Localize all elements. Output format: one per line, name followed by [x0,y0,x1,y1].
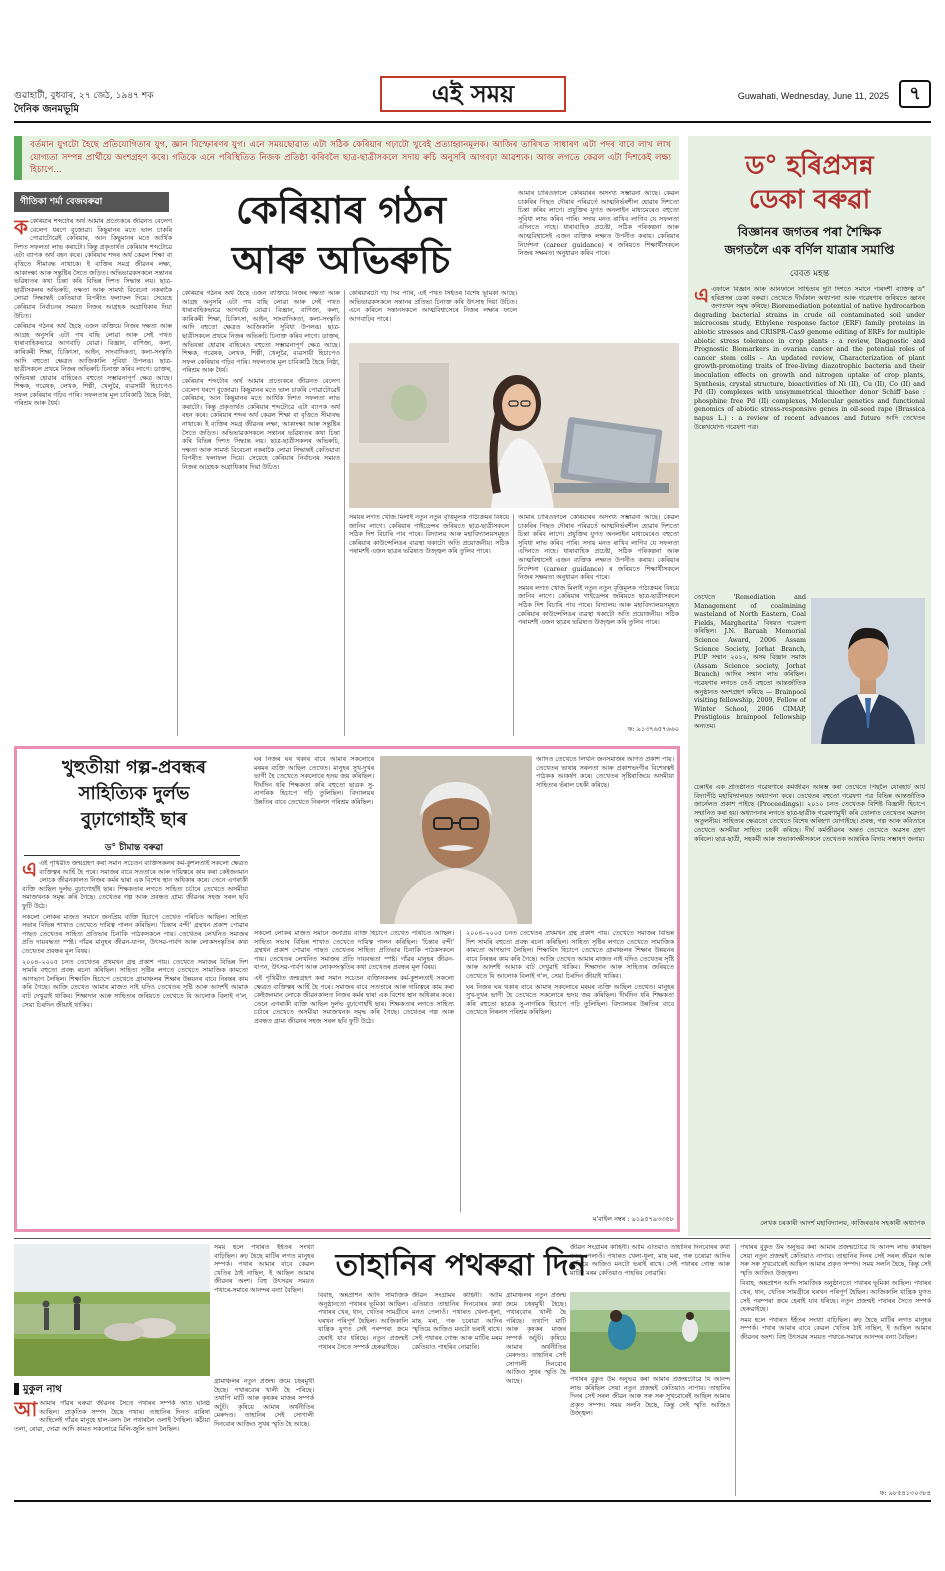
tahanir-photo-left [14,1244,210,1376]
tahanir-col-5b [570,1244,730,1288]
hariprasanna-byline: বেবত মহন্ত [789,269,830,279]
career-col-4b-text: আমাৰ চাৰিওফালে কেৰিয়াৰৰ অসংখ্য সম্ভাৱনা আছে। কেৱল চাকৰিৰ পিছত দৌৰাৰ পৰিৱৰ্তে আত্মনিৰ্ভৰশীল হোৱাৰ দিশতো চিন্তা কৰিব লাগে। প্ৰযুক্তিৰ যুগত অনলাইন মাধ্যমেৰেও বহুতো সুবিধা লাভ কৰিব পাৰি। সদায় মনত ৰাখিব লাগিব যে সফলতা এদিনতে নাহে। ধাৰাবাহিক প্ৰচেষ্টা, সঠিক পৰিকল্পনা আৰু আত্মবিশ্বাসেই এজন ব্যক্তিক লক্ষ্যত উপনীত কৰায়। কেৰিয়াৰ নিৰ্দেশনা (career guidance) ৰ জৰিয়তে শিক্ষাৰ্থীসকলে নিজৰ সক্ষমতা অনুধাৱন কৰিব পাৰে। [518,514,679,582]
khuhutia-portrait [380,756,532,924]
tahanir-byline: মুকুল নাথ [23,1384,62,1395]
khuhutia-dropcap: এ [22,860,38,881]
hariprasanna-footer: লেখক চৰকাৰী আদৰ্শ মহাবিদ্যালয়, কাজিৰঙাৰ সহকাৰী অধ্যাপক [760,1219,925,1227]
masthead-rule [14,121,931,123]
section-title-box [380,76,566,112]
khuhutia-col-2b [254,930,454,1212]
tahanir-col-5b-text: জীৱন সংগ্ৰামৰ কাহিনী। আমি এতিয়াও তাহানিৰ দিনবোৰৰ কথা মনত পেলাওঁ। পথাৰত খেলা-ধূলা, মাছ মৰা, গৰু চৰোৱা আদিৰ স্মৃতিয়ে আজিও মনটো ভৰাই ৰাখে। সেই পথাৰৰ গোন্ধ আৰু মাটিৰ মৰম কেতিয়াও পাহৰিব নোৱাৰি। [570,1244,730,1277]
tahanir-col-2-text: সময় হলে পথাৰত ইহঁতৰ সংখ্যা বাঢ়িছিল। ৰুঢ় হৈছে মাটিৰ লগত মানুহৰ সম্পৰ্ক। পথাৰ আমাৰ বাবে কেৱল খেতিৰ ঠাই নাছিল, ই আছিল আমাৰ জীৱনৰ অংশ। বিহু উৎসৱৰ সময়ত পথাৰে-সমাৰে আনন্দৰ বন্যা বৈছিল। [214,1244,314,1294]
tahanir-byline-bar [14,1383,19,1395]
khuhutia-headline-1: খুহুতীয়া গল্প-প্ৰবন্ধৰ [61,757,207,778]
career-byline-box [14,192,169,212]
career-col-1-more: কেৰিয়াৰ গঠনৰ অৰ্থ হৈছে এজন ব্যক্তিয়ে নিজৰ দক্ষতা আৰু আগ্ৰহ অনুসৰি এটা পথ বাছি লোৱা আৰু সেই পথত ধাৰাবাহিকভাৱে আগবাঢ়ি যোৱা। বিজ্ঞান, বাণিজ্য, কলা, কাৰিকৰী শিক্ষা, চিকিৎসা, আইন, সাংবাদিকতা, কলা-সংস্কৃতি আদি বহুতো ক্ষেত্ৰত আজিকালি সুবিধা উপলব্ধ। ছাত্ৰ-ছাত্ৰীসকলে প্ৰথমে নিজৰ অভিৰুচি চিনাক্ত কৰিব লাগে। ডাক্তৰ, অভিযন্তা হোৱাৰ বাহিৰেও বহুতো সম্ভাৱনাপূৰ্ণ ক্ষেত্ৰ আছে। শিক্ষক, গৱেষক, লেখক, শিল্পী, খেলুৱৈ, ব্যৱসায়ী হিচাপেও সফল কেৰিয়াৰ গঢ়িব পাৰি। সফলতাৰ মূল চাবিকাঠি হৈছে নিষ্ঠা, পৰিশ্ৰম আৰু ধৈৰ্য। [14,323,172,408]
tahanir-col-2b [214,1378,314,1496]
tahanir-byline-box [14,1382,210,1396]
masthead-right-date: Guwahati, Wednesday, June 11, 2025 [737,91,889,101]
tahanir-col-6-more2: সময় হলে পথাৰত ইহঁতৰ সংখ্যা বাঢ়িছিল। ৰুঢ় হৈছে মাটিৰ লগত মানুহৰ সম্পৰ্ক। পথাৰ আমাৰ বাবে কেৱল খেতিৰ ঠাই নাছিল, ই আছিল আমাৰ জীৱনৰ অংশ। বিহু উৎসৱৰ সময়ত পথাৰে-সমাৰে আনন্দৰ বন্যা বৈছিল। [740,1316,931,1341]
tahanir-photo-right-illustration [570,1292,730,1372]
khuhutia-col-2 [254,756,374,898]
tahanir-dropcap: আ [14,1400,38,1421]
hariprasanna-portrait [811,598,925,744]
portrait-illustration [811,598,925,744]
khuhutia-col-1 [22,860,248,1226]
tahanir-top-rule [14,1238,931,1239]
khuhutia-col-3-text: আদিত তেখেতে লিখনি জনসমাজৰ আগত প্ৰকাশ পায়। তেখেতৰ ভাষাৰ সৰলতা আৰু প্ৰকাশভংগীৰ বিশেষত্বই পাঠকক আকৰ্ষণ কৰে। তেখেতৰ সৃষ্টিৰাজিয়ে অসমীয়া সাহিত্যৰ ভঁৰাল চহকী কৰিছে। [536,756,674,789]
khuhutia-byline-rule [24,855,240,856]
tahanir-col-5c-text: পথাৰৰ বুকুত উম অনুভৱ কৰা আমাৰ প্ৰজন্মটোৱে যি আনন্দ লাভ কৰিছিল সেয়া নতুন প্ৰজন্মই কেতিয়াও নাপাব। তাহানিৰ দিনৰ সেই সৰল জীৱন আৰু সৰু সৰু সুখবোৰেই আছিল আমাৰ প্ৰকৃত সম্পদ। সময় সলনি হৈছে, কিন্তু সেই স্মৃতি আজিও উজ্জ্বল। [570,1376,730,1418]
career-col-3-bottom: সময়ৰ লগত খোজ মিলাই নতুন নতুন বৃত্তিমূলক পাঠ্যক্ৰমৰ বিষয়ে জানিব লাগে। কেৰিয়াৰ গাইডেন্সৰ জৰিয়তে ছাত্ৰ-ছাত্ৰীসকলে সঠিক দিশ বিচাৰি পাব পাৰে। বিদ্যালয় আৰু মহাবিদ্যালয়সমূহত কেৰিয়াৰ কাউন্সেলিঙৰ ব্যৱস্থা থকাটো অতি প্ৰয়োজনীয়। সঠিক পৰামৰ্শই এজন ছাত্ৰৰ ভৱিষ্যত উজ্জ্বল কৰি তুলিব পাৰে। [349,514,509,556]
hariprasanna-body-3: চেন্নাইৰ এক প্ৰতিষ্ঠানত গৱেষণাৰে কৰ্মজীৱন আৰম্ভ কৰা তেখেতে পিছলৈ যোৰহাট আৰ্য বিদ্যাপীঠ মহাবিদ্যালয়ত অধ্যাপনা কৰে। তেখেতৰ বহুতো গৱেষণা পত্ৰ বিভিন্ন আন্তৰ্জাতিক জাৰ্নেলত প্ৰকাশ পাইছে (Proceedings)। ২০১০ চনত তেখেতক বিশিষ্ট বিজ্ঞানী হিচাপে সন্মানিত কৰা হয়। অধ্যাপনাৰ লগতে ছাত্ৰ-ছাত্ৰীক গৱেষণামুখী কৰি তোলাত তেখেতৰ অৱদান অতুলনীয়। সাহিত্যৰ ক্ষেত্ৰতো তেখেতে বিশেষ অৰিহণা যোগাইছে। প্ৰবন্ধ, গল্প আৰু কবিতাৰে তেখেতে অসমীয়া সাহিত্য চহকী কৰিছে। দীৰ্ঘ কৰ্মজীৱনৰ অন্তত তেখেতে অৱসৰ গ্ৰহণ কৰিলে। ছাত্ৰ-ছাত্ৰী, সহকৰ্মী আৰু শুভাকাংক্ষীসকলে তেখেতক আন্তৰিক বিদায় সম্ভাষণ জনায়। [694,784,925,843]
career-col-4b [518,514,679,720]
khuhutia-col-1-more2: ২০০৪–২০০৫ চনত তেখেতৰ প্ৰথমখন গ্ৰন্থ প্ৰকাশ পায়। তেখেতে সমাজৰ বিভিন্ন দিশ সামৰি বহুতো প্ৰবন্ধ ৰচনা কৰিছিল। সাহিত্য সৃষ্টিৰ লগতে তেখেতে সামাজিক কামতো আগভাগ লৈছিল। শিক্ষাবিদ হিচাপে তেখেতে গ্ৰামাঞ্চলৰ শিক্ষাৰ উন্নয়নৰ বাবে নিৰন্তৰ কাম কৰি গৈছে। আজি তেখেত আমাৰ মাজত নাই যদিও তেখেতৰ সৃষ্টি আৰু আদৰ্শই আমাক বাট দেখুৱাই থাকিব। শিক্ষাদান আৰু সাহিত্যৰ জৰিয়তে তেখেতে যি আলোক বিলাই গ'ল, সেয়া চিৰদিন জীয়াই থাকিব। [22,958,248,1009]
tahanir-col-6-text: পথাৰৰ বুকুত উম অনুভৱ কৰা আমাৰ প্ৰজন্মটোৱে যি আনন্দ লাভ কৰিছিল সেয়া নতুন প্ৰজন্মই কেতিয়াও নাপাব। তাহানিৰ দিনৰ সেই সৰল জীৱন আৰু সৰু সৰু সুখবোৰেই আছিল আমাৰ প্ৰকৃত সম্পদ। সময় সলনি হৈছে, কিন্তু সেই স্মৃতি আজিও উজ্জ্বল। [740,1244,931,1277]
khuhutia-byline: ড° চীমান্ত বৰুৱা [104,843,164,853]
khuhutia-portrait-illustration [380,756,532,924]
career-col-2-text: কেৰিয়াৰ গঠনৰ অৰ্থ হৈছে এজন ব্যক্তিয়ে নিজৰ দক্ষতা আৰু আগ্ৰহ অনুসৰি এটা পথ বাছি লোৱা আৰু সেই পথত ধাৰাবাহিকভাৱে আগবাঢ়ি যোৱা। বিজ্ঞান, বাণিজ্য, কলা, কাৰিকৰী শিক্ষা, চিকিৎসা, আইন, সাংবাদিকতা, কলা-সংস্কৃতি আদি বহুতো ক্ষেত্ৰত আজিকালি সুবিধা উপলব্ধ। ছাত্ৰ-ছাত্ৰীসকলে প্ৰথমে নিজৰ অভিৰুচি চিনাক্ত কৰিব লাগে। ডাক্তৰ, অভিযন্তা হোৱাৰ বাহিৰেও বহুতো সম্ভাৱনাপূৰ্ণ ক্ষেত্ৰ আছে। শিক্ষক, গৱেষক, লেখক, শিল্পী, খেলুৱৈ, ব্যৱসায়ী হিচাপেও সফল কেৰিয়াৰ গঢ়িব পাৰি। সফলতাৰ মূল চাবিকাঠি হৈছে নিষ্ঠা, পৰিশ্ৰম আৰু ধৈৰ্য। [182,290,340,375]
career-headline-2: আৰু অভিৰুচি [231,237,451,282]
masthead [14,74,931,122]
career-divider-2 [344,290,345,736]
career-col-2 [182,290,340,736]
hariprasanna-body-1 [694,286,925,586]
masthead-left-paper: দৈনিক জনমভূমি [14,104,79,115]
career-byline: গীতিকা শৰ্মা বেজবৰুৱা [20,197,103,207]
page-number: ৭ [899,80,931,108]
tahanir-col-4 [412,1292,502,1496]
khuhutia-col-2b-text: সকলো লোকৰ মাজত সমানে জনপ্ৰিয় ব্যক্তি হিচাপে তেখেত পৰিচিত আছিল। সাহিত্য সভাৰ বিভিন্ন শাখাত তেখেতে দায়িত্ব পালন কৰিছিল। 'চিন্তাৰ বন্দী' গ্ৰন্থখন প্ৰকাশ পোৱাৰ পাছত তেখেতৰ সাহিত্য প্ৰতিভাৰ চিনাকি পাঠকসকলে পায়। তেখেতৰ লেখনিত সমাজৰ প্ৰতি দায়বদ্ধতা স্পষ্ট। গাঁৱৰ মানুহৰ জীৱন-যাপন, উৎসৱ-পাৰ্বণ আৰু লোকসংস্কৃতিৰ কথা তেখেতৰ প্ৰবন্ধৰ মূল বিষয়। [254,930,454,972]
top-banner [14,136,679,180]
khuhutia-col-1-text: এই পৃথিৱীত জন্মগ্ৰহণ কৰা সমান সচেতন ব্যক্তিসকলৰ কৰ্ম-কুশলতাই সকলো ক্ষেত্ৰত ব্যক্তিত্বৰ আৰ্হি হৈ পৰে। সমাজৰ বাবে সততাৰে আৰু দায়িত্বৰে কাম কৰা কেইজনমান লোকে জীৱনকালত নিজৰ কৰ্মৰ দ্বাৰা এক বিশেষ স্থান অধিকাৰ কৰে। তেনে এগৰাকী ব্যক্তি আছিল দুৰ্লভ বুঢ়াগোহাঁই ছাৰ। শিক্ষকতাৰ লগতে সাহিত্য চৰ্চাৰে তেখেতে অসমীয়া সমাজখনক সমৃদ্ধ কৰি গৈছে। তেখেতৰ গল্প আৰু প্ৰবন্ধত গ্ৰাম্য জীৱনৰ সহজ সৰল ছবি ফুটি উঠে। [22,860,248,910]
khuhutia-col-2b-more: এই পৃথিৱীত জন্মগ্ৰহণ কৰা সমান সচেতন ব্যক্তিসকলৰ কৰ্ম-কুশলতাই সকলো ক্ষেত্ৰত ব্যক্তিত্বৰ আৰ্হি হৈ পৰে। সমাজৰ বাবে সততাৰে আৰু দায়িত্বৰে কাম কৰা কেইজনমান লোকে জীৱনকালত নিজৰ কৰ্মৰ দ্বাৰা এক বিশেষ স্থান অধিকাৰ কৰে। তেনে এগৰাকী ব্যক্তি আছিল দুৰ্লভ বুঢ়াগোহাঁই ছাৰ। শিক্ষকতাৰ লগতে সাহিত্য চৰ্চাৰে তেখেতে অসমীয়া সমাজখনক সমৃদ্ধ কৰি গৈছে। তেখেতৰ গল্প আৰু প্ৰবন্ধত গ্ৰাম্য জীৱনৰ সহজ সৰল ছবি ফুটি উঠে। [254,974,454,1025]
hariprasanna-dropcap: এ [694,286,710,307]
khuhutia-headline-3: বুঢ়াগোহাঁই ছাৰ [81,809,187,830]
tahanir-col-5 [506,1292,566,1496]
masthead-left-date: গুৱাহাটী, বুধবাৰ, ২৭ জেঠ, ১৯৪৭ শক [14,91,154,101]
career-photo [349,343,679,508]
khuhutia-col-3b-text: ২০০৪–২০০৫ চনত তেখেতৰ প্ৰথমখন গ্ৰন্থ প্ৰকাশ পায়। তেখেতে সমাজৰ বিভিন্ন দিশ সামৰি বহুতো প্ৰবন্ধ ৰচনা কৰিছিল। সাহিত্য সৃষ্টিৰ লগতে তেখেতে সামাজিক কামতো আগভাগ লৈছিল। শিক্ষাবিদ হিচাপে তেখেতে গ্ৰামাঞ্চলৰ শিক্ষাৰ উন্নয়নৰ বাবে নিৰন্তৰ কাম কৰি গৈছে। আজি তেখেত আমাৰ মাজত নাই যদিও তেখেতৰ সৃষ্টি আৰু আদৰ্শই আমাক বাট দেখুৱাই থাকিব। শিক্ষাদান আৰু সাহিত্যৰ জৰিয়তে তেখেতে যি আলোক বিলাই গ'ল, সেয়া চিৰদিন জীয়াই থাকিব। [466,930,674,980]
tahanir-col-3 [318,1292,408,1496]
career-phone: ফ: ৯১৩৭৬৫৭৬৬০ [627,725,679,733]
khuhutia-divider [460,930,461,1212]
khuhutia-col-3b [466,930,674,1212]
tahanir-photo-right [570,1292,730,1372]
tahanir-col-6-more: বিবাহ, অন্নপ্ৰাশন আদি সামাজিক অনুষ্ঠানতো পথাৰৰ ভূমিকা আছিল। পথাৰৰ খেৰ, ধান, খেতিৰ সামগ্ৰীৰে ঘৰখন পৰিপূৰ্ণ হৈছিল। আজিকালি যান্ত্ৰিক যুগত সেই পৰম্পৰা ক্ৰমে হেৰাই যাব ধৰিছে। নতুন প্ৰজন্মই পথাৰৰ সৈতে সম্পৰ্ক হেৰুৱাইছে। [740,1280,931,1314]
career-dropcap: ক [14,218,28,239]
tahanir-col-5c [570,1376,730,1496]
career-col-4-text: আমাৰ চাৰিওফালে কেৰিয়াৰৰ অসংখ্য সম্ভাৱনা আছে। কেৱল চাকৰিৰ পিছত দৌৰাৰ পৰিৱৰ্তে আত্মনিৰ্ভৰশীল হোৱাৰ দিশতো চিন্তা কৰিব লাগে। প্ৰযুক্তিৰ যুগত অনলাইন মাধ্যমেৰেও বহুতো সুবিধা লাভ কৰিব পাৰি। সদায় মনত ৰাখিব লাগিব যে সফলতা এদিনতে নাহে। ধাৰাবাহিক প্ৰচেষ্টা, সঠিক পৰিকল্পনা আৰু আত্মবিশ্বাসেই এজন ব্যক্তিক লক্ষ্যত উপনীত কৰায়। কেৰিয়াৰ নিৰ্দেশনা (career guidance) ৰ জৰিয়তে শিক্ষাৰ্থীসকলে নিজৰ সক্ষমতা অনুধাৱন কৰিব পাৰে। [518,190,679,258]
tahanir-col-1 [14,1400,210,1496]
tahanir-col-4-text: জীৱন সংগ্ৰামৰ কাহিনী। আমি এতিয়াও তাহানিৰ দিনবোৰৰ কথা মনত পেলাওঁ। পথাৰত খেলা-ধূলা, মাছ মৰা, গৰু চৰোৱা আদিৰ স্মৃতিয়ে আজিও মনটো ভৰাই ৰাখে। সেই পথাৰৰ গোন্ধ আৰু মাটিৰ মৰম কেতিয়াও পাহৰিব নোৱাৰি। [412,1292,502,1351]
khuhutia-col-3 [536,756,674,898]
khuhutia-col-3b-more: ঘৰ নিজৰ ঘৰ থকাৰ বাবে আমাৰ সকলোৰে মৰমৰ ব্যক্তি আছিল তেখেত। মানুহৰ সুখ-দুখৰ ভাগী হৈ তেখেতে সকলোৰে হৃদয় জয় কৰিছিল। দীৰ্ঘদিন ধৰি শিক্ষকতা কৰি বহুতো ছাত্ৰক সু-নাগৰিক হিচাপে গঢ়ি তুলিছিল। বিদ্যালয়ৰ উন্নতিৰ বাবে তেখেতে নিৰলস পৰিশ্ৰম কৰিছিল। [466,983,674,1017]
career-col-1 [14,218,172,736]
career-col-1-text: কেৰিয়াৰ শব্দটোৰ অৰ্থ আমাৰ প্ৰত্যেকৰে জীৱনত বেলেগ বেলেগ ধৰণে বুজোৱা। কিছুমানৰ মতে ভাল চাকৰি পোৱাটোৱেই কেৰিয়াৰ, আন কিছুমানৰ মতে আৰ্থিক দিশত সফলতা লাভ কৰাটো। কিন্তু প্ৰকৃতাৰ্থত কেৰিয়াৰ শব্দটোৱে এটা ব্যাপক অৰ্থ বহন কৰে। কেৰিয়াৰ শব্দৰ অৰ্থ কেৱল শিক্ষা বা বৃত্তিতে সীমাবদ্ধ নাথাকে। ই ব্যক্তিৰ সমগ্ৰ জীৱনৰ লক্ষ্য, আকাংক্ষা আৰু সন্তুষ্টিৰ সৈতে জড়িত। অভিভাৱকসকলে সন্তানৰ ভৱিষ্যতৰ কথা চিন্তা কৰি বিভিন্ন দিশত সিদ্ধান্ত লয়। ছাত্ৰ-ছাত্ৰীসকলৰ অভিৰুচি, দক্ষতা আৰু সামৰ্থ্য বিবেচনা নকৰাকৈ লোৱা সিদ্ধান্তই কেতিয়াবা বিপৰীত ফলাফল দিয়ে। সেয়েহে কেৰিয়াৰ নিৰ্বাচনৰ সময়ত নিজৰ আগ্ৰহক অগ্ৰাধিকাৰ দিয়া উচিত। [14,218,172,320]
hariprasanna-headline-1: ড° হৰিপ্ৰসন্ন [745,151,874,181]
tahanir-headline: তাহানিৰ পথৰুৱা দিন [335,1248,587,1283]
top-banner-text: বৰ্তমান যুগটো হৈছে প্ৰতিযোগিতাৰ যুগ, জ্ঞান বিস্ফোৰণৰ যুগ। এনে সময়ছোৱাত এটা সঠিক কেৰিয়াৰ গঢ়াটো খুবেই প্ৰত্যাহ্বানমূলক। আজিৰ তাৰিখত সাধাৰণ এটা পদৰ বাবে লাখ লাখ যোগ্যতা সম্পন্ন প্ৰাৰ্থীয়ে অংশগ্ৰহণ কৰে। গতিকে এনে পৰিস্থিতিত নিজক প্ৰতিষ্ঠা কৰিবলৈ ছাত্ৰ-ছাত্ৰীসকলে সদায় ৰুচি অনুসৰি আগবঢ়া আৱশ্যক। আজ লগতে কেৱল এটা দিশকেই লক্ষ্য হিচাপে... [30,140,671,175]
tahanir-phone: ফ: ৯৮৫৪১৩০৩৮৪ [879,1489,931,1497]
hariprasanna-sidebar [688,136,931,1236]
career-col-4b-more: সময়ৰ লগত খোজ মিলাই নতুন নতুন বৃত্তিমূলক পাঠ্যক্ৰমৰ বিষয়ে জানিব লাগে। কেৰিয়াৰ গাইডেন্সৰ জৰিয়তে ছাত্ৰ-ছাত্ৰীসকলে সঠিক দিশ বিচাৰি পাব পাৰে। বিদ্যালয় আৰু মহাবিদ্যালয়সমূহত কেৰিয়াৰ কাউন্সেলিঙৰ ব্যৱস্থা থকাটো অতি প্ৰয়োজনীয়। সঠিক পৰামৰ্শই এজন ছাত্ৰৰ ভৱিষ্যত উজ্জ্বল কৰি তুলিব পাৰে। [518,584,679,627]
hariprasanna-subhead-1: বিজ্ঞানৰ জগতৰ পৰা শৈক্ষিক [737,224,882,239]
khuhutia-headline-2: সাহিত্যিক দুৰ্লভ [78,783,190,804]
tahanir-col-2 [214,1244,314,1374]
hariprasanna-subhead-2: জগতলৈ এক বৰ্ণিল যাত্ৰাৰ সমাপ্তি [724,242,895,257]
career-col-3-top: কেৰিয়াৰটো গঢ় দিব পাৰি, এই পথত সিহঁতৰ বিশেষ ভূমিকা আছে। অভিভাৱকসকলে সন্তানৰ প্ৰতিভা চিনাক্ত কৰি উৎসাহ দিয়া উচিত। এনে কৰিলে সন্তানসকলে আত্মবিশ্বাসেৰে নিজৰ লক্ষ্যৰ ফালে আগবাঢ়িব পাৰে। [349,290,517,323]
tahanir-col-6 [740,1244,931,1488]
tahanir-photo-left-illustration [14,1244,210,1376]
tahanir-col-3-text: বিবাহ, অন্নপ্ৰাশন আদি সামাজিক অনুষ্ঠানতো পথাৰৰ ভূমিকা আছিল। পথাৰৰ খেৰ, ধান, খেতিৰ সামগ্ৰীৰে ঘৰখন পৰিপূৰ্ণ হৈছিল। আজিকালি যান্ত্ৰিক যুগত সেই পৰম্পৰা ক্ৰমে হেৰাই যাব ধৰিছে। নতুন প্ৰজন্মই পথাৰৰ সৈতে সম্পৰ্ক হেৰুৱাইছে। [318,1292,408,1351]
bottom-rule [14,1500,931,1502]
khuhutia-col-1-more: সকলো লোকৰ মাজত সমানে জনপ্ৰিয় ব্যক্তি হিচাপে তেখেত পৰিচিত আছিল। সাহিত্য সভাৰ বিভিন্ন শাখাত তেখেতে দায়িত্ব পালন কৰিছিল। 'চিন্তাৰ বন্দী' গ্ৰন্থখন প্ৰকাশ পোৱাৰ পাছত তেখেতৰ সাহিত্য প্ৰতিভাৰ চিনাকি পাঠকসকলে পায়। তেখেতৰ লেখনিত সমাজৰ প্ৰতি দায়বদ্ধতা স্পষ্ট। গাঁৱৰ মানুহৰ জীৱন-যাপন, উৎসৱ-পাৰ্বণ আৰু লোকসংস্কৃতিৰ কথা তেখেতৰ প্ৰবন্ধৰ মূল বিষয়। [22,913,248,955]
career-photo-illustration [349,343,679,508]
career-col-4 [518,190,679,340]
hariprasanna-body-2: তেখেতে 'Remediation and Management of coalmining wasteland of North Eastern, Coal Fields, Margherita' বিষয়ত গৱেষণা কৰিছিল। J.N. Baruah Memorial Science Award, 2006 Assam Science Society, Jorhat Branch, PUP সম্মান ২০১২, অসম বিজ্ঞান সমাজ (Assam Science society, Jorhat Branch) আদিৰ সন্মান লাভ কৰিছিল। গৱেষণাৰ লগতে তেওঁ বহুতো আন্তৰ্জাতিক অনুষ্ঠানত অংশগ্ৰহণ কৰিছে — Brainpool visiting fellowship, 2009, Fellow of Winter School, 2006 CIMAP, Prestigious brainpool fellowship অন্যতম। [694,594,806,730]
khuhutia-phone: ম'বাইল নম্বৰ : ৯১৯৫৭৯৩৩৫৮ [592,1215,674,1223]
career-divider-3 [513,514,514,736]
career-divider-1 [177,290,178,736]
section-title: এই সময় [431,79,515,108]
hariprasanna-body-1-text: এফালে বিজ্ঞান আৰু আনফালে সাহিত্যৰ দুটা দিশতে সমানে পাৰদৰ্শী ব্যক্তিত্ব ড° হৰিপ্ৰসন্ন ডেকা বৰুৱা। তেখেতে দীৰ্ঘকাল অধ্যাপনা আৰু গৱেষণাৰ জৰিয়তে জ্ঞানৰ জগতখন সমৃদ্ধ কৰিছে। Bioremediation potential of native hydrocarbon degrading bacterial strains in crude oil contaminated soil under microcosm study, Ethylene response factor (ERF) family proteins in abiotic stresses and CRISPR–Cas9 genome editing of ERFs for multiple abiotic stress tolerance in crop plants : a review, Diagnostic and Prognostic Biomarkers in ovarian cancer and the potential roles of cancer stem cells – An updated review, Characterization of plant growth-promoting traits of free-living diazotrophic bacteria and their inoculation effects on growth and nitrogen uptake of crop plants, Synthesis, crystal structure, bioactivities of Ni (II), Cu (II), Co (II) and Pd (II) complexes with unsymmetrical thioether donor Schiff base : phosphine free Pd (II) complexes, Molecular genetics and functional genomics of abiotic stress-responsive genes in oil-seed rape (Brassica napus L.) : a review of recent advances and future আদি তেখেতৰ উল্লেখযোগ্য গৱেষণা পত্ৰ। [694,286,925,431]
tahanir-col-5-text: গ্ৰামাঞ্চলৰ নতুন প্ৰজন্ম ক্ৰমে চহৰমুখী হৈছে। পথাৰবোৰ খালী হৈ পৰিছে। তথাপি মাটি আৰু কৃষকৰ মাজৰ সম্পৰ্ক অটুট। কৃষিয়ে আমাৰ অৰ্থনীতিৰ মেৰুদণ্ড। তাহানিৰ সেই সোণালী দিনবোৰ আজিও সুখৰ স্মৃতি হৈ আছে। [506,1292,566,1385]
tahanir-divider [735,1244,736,1496]
khuhutia-col-2-text: ঘৰ নিজৰ ঘৰ থকাৰ বাবে আমাৰ সকলোৰে মৰমৰ ব্যক্তি আছিল তেখেত। মানুহৰ সুখ-দুখৰ ভাগী হৈ তেখেতে সকলোৰে হৃদয় জয় কৰিছিল। দীৰ্ঘদিন ধৰি শিক্ষকতা কৰি বহুতো ছাত্ৰক সু-নাগৰিক হিচাপে গঢ়ি তুলিছিল। বিদ্যালয়ৰ উন্নতিৰ বাবে তেখেতে নিৰলস পৰিশ্ৰম কৰিছিল। [254,756,374,806]
tahanir-col-2b-text: গ্ৰামাঞ্চলৰ নতুন প্ৰজন্ম ক্ৰমে চহৰমুখী হৈছে। পথাৰবোৰ খালী হৈ পৰিছে। তথাপি মাটি আৰু কৃষকৰ মাজৰ সম্পৰ্ক অটুট। কৃষিয়ে আমাৰ অৰ্থনীতিৰ মেৰুদণ্ড। তাহানিৰ সেই সোণালী দিনবোৰ আজিও সুখৰ স্মৃতি হৈ আছে। [214,1378,314,1428]
career-headline-1: কেৰিয়াৰ গঠন [235,187,447,232]
tahanir-col-1-text: আমাৰ গাঁৱৰ ঘৰুৱা জীৱনৰ সৈতে পথাৰৰ সম্পৰ্ক অতি ঘনিষ্ঠ আছিল। প্ৰাকৃতিক সম্পদ হৈছে পথাৰ। তাহানিৰ দিনত বাৰিষা আহিলেই গাঁৱৰ মানুহে হাল-বলদ লৈ পথাৰলৈ ওলাই গৈছিল। কঠীয়া তলা, ৰোৱা, দোৱা আদি কামত সকলোৱে মিলি-জুলি ভাগ লৈছিল। [14,1400,210,1433]
career-col-2-more: কেৰিয়াৰ শব্দটোৰ অৰ্থ আমাৰ প্ৰত্যেকৰে জীৱনত বেলেগ বেলেগ ধৰণে বুজোৱা। কিছুমানৰ মতে ভাল চাকৰি পোৱাটোৱেই কেৰিয়াৰ, আন কিছুমানৰ মতে আৰ্থিক দিশত সফলতা লাভ কৰাটো। কিন্তু প্ৰকৃতাৰ্থত কেৰিয়াৰ শব্দটোৱে এটা ব্যাপক অৰ্থ বহন কৰে। কেৰিয়াৰ শব্দৰ অৰ্থ কেৱল শিক্ষা বা বৃত্তিতে সীমাবদ্ধ নাথাকে। ই ব্যক্তিৰ সমগ্ৰ জীৱনৰ লক্ষ্য, আকাংক্ষা আৰু সন্তুষ্টিৰ সৈতে জড়িত। অভিভাৱকসকলে সন্তানৰ ভৱিষ্যতৰ কথা চিন্তা কৰি বিভিন্ন দিশত সিদ্ধান্ত লয়। ছাত্ৰ-ছাত্ৰীসকলৰ অভিৰুচি, দক্ষতা আৰু সামৰ্থ্য বিবেচনা নকৰাকৈ লোৱা সিদ্ধান্তই কেতিয়াবা বিপৰীত ফলাফল দিয়ে। সেয়েহে কেৰিয়াৰ নিৰ্বাচনৰ সময়ত নিজৰ আগ্ৰহক অগ্ৰাধিকাৰ দিয়া উচিত। [182,377,340,471]
hariprasanna-headline-2: ডেকা বৰুৱা [748,185,871,215]
